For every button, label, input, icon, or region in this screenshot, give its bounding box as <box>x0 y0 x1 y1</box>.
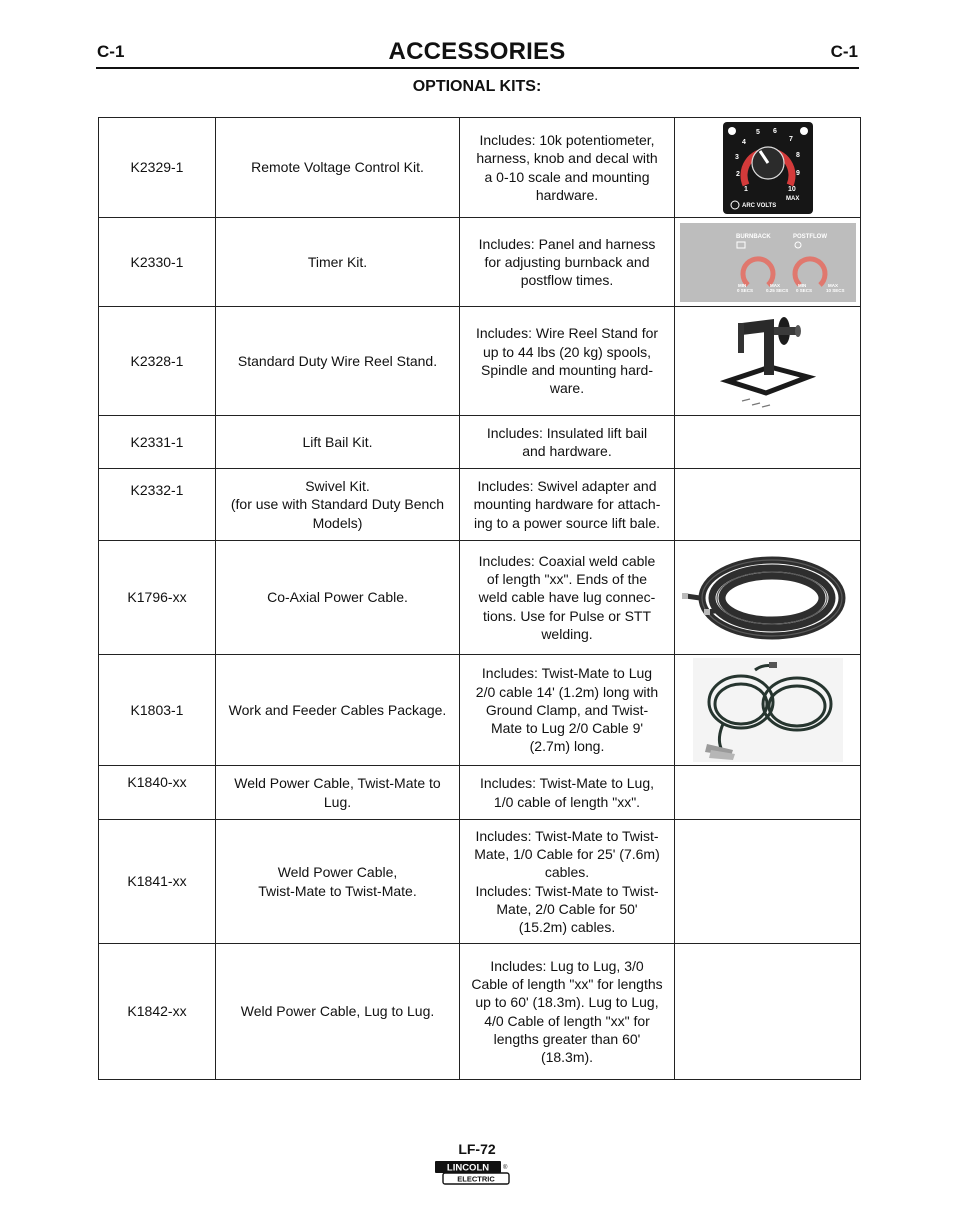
model-number: LF-72 <box>458 1141 496 1157</box>
kit-description: Includes: Twist-Mate to Twist- Mate, 1/0 Cable for 25' (7.6m) cables. Includes: Twist-Mate to Twist- Mate, 2/0 Cable for 50' (15.2m) cables. <box>460 820 675 944</box>
kit-description: Includes: 10k potentiometer, harness, knob and decal with a 0-10 scale and mounting hardware. <box>460 118 675 218</box>
kit-image-cell <box>675 218 861 307</box>
logo-registered-mark: ® <box>503 1165 508 1171</box>
table-row <box>99 944 861 1080</box>
section-subtitle: OPTIONAL KITS: <box>412 78 542 95</box>
kit-description: Includes: Lug to Lug, 3/0 Cable of length "xx" for lengths up to 60' (18.3m). Lug to Lug, 4/0 Cable of length "xx" for lengths greater than 60' (18.3m). <box>460 944 675 1080</box>
kit-description: Includes: Coaxial weld cable of length "xx". Ends of the weld cable have lug connec- tions. Use for Pulse or STT welding. <box>460 541 675 655</box>
kit-name: Work and Feeder Cables Package. <box>216 655 460 766</box>
burnback-min-value: 0 SECS <box>736 287 753 293</box>
section-number-right: C-1 <box>830 42 858 61</box>
lincoln-electric-logo <box>434 1160 510 1186</box>
kit-image-cell <box>675 766 861 820</box>
logo-top-text: LINCOLN <box>446 1162 490 1174</box>
dial-number-6: 6 <box>772 127 777 135</box>
kit-description: Includes: Twist-Mate to Lug, 1/0 cable of length "xx". <box>460 766 675 820</box>
kit-description: Includes: Wire Reel Stand for up to 44 lbs (20 kg) spools, Spindle and mounting hard- ware. <box>460 307 675 416</box>
table-row <box>99 469 861 541</box>
coiled-coaxial-cable-image <box>680 548 856 648</box>
dial-number-9: 9 <box>795 169 800 177</box>
table-row <box>99 118 861 218</box>
burnback-min-label: MIN <box>737 282 746 288</box>
kit-image-cell <box>675 416 861 469</box>
table-row <box>99 766 861 820</box>
postflow-min-label: MIN <box>797 282 806 288</box>
kit-name: Timer Kit. <box>216 218 460 307</box>
table-row <box>99 541 861 655</box>
part-number: K2328-1 <box>99 307 216 416</box>
header-rule <box>96 67 859 69</box>
postflow-label: POSTFLOW <box>792 233 827 240</box>
dial-number-5: 5 <box>755 128 760 136</box>
page-title: ACCESSORIES <box>388 38 566 65</box>
dial-number-10: 10 <box>787 185 796 193</box>
kit-name: Remote Voltage Control Kit. <box>216 118 460 218</box>
postflow-max-label: MAX <box>827 282 838 288</box>
part-number: K1803-1 <box>99 655 216 766</box>
dial-number-2: 2 <box>735 170 740 178</box>
dial-brand-label: ARC VOLTS <box>741 202 776 209</box>
dial-number-1: 1 <box>743 185 748 193</box>
table-row <box>99 416 861 469</box>
part-number: K2331-1 <box>99 416 216 469</box>
dial-max-label: MAX <box>785 195 799 202</box>
optional-kits-table <box>98 117 861 1080</box>
kit-image-cell <box>675 541 861 655</box>
kit-name: Co-Axial Power Cable. <box>216 541 460 655</box>
dial-number-7: 7 <box>788 135 793 143</box>
cable-package-with-clamp-image <box>693 658 843 762</box>
wire-reel-stand-image <box>708 309 828 413</box>
kit-image-cell <box>675 820 861 944</box>
dial-number-4: 4 <box>741 138 746 146</box>
kit-description: Includes: Swivel adapter and mounting hardware for attach- ing to a power source lift bale. <box>460 469 675 541</box>
dial-number-8: 8 <box>795 151 800 159</box>
logo-bottom-text: ELECTRIC <box>457 1174 495 1184</box>
part-number: K1841-xx <box>99 820 216 944</box>
burnback-max-value: 0.25 SECS <box>765 287 788 293</box>
part-number: K1796-xx <box>99 541 216 655</box>
kit-image-cell <box>675 118 861 218</box>
part-number: K2329-1 <box>99 118 216 218</box>
table-row <box>99 307 861 416</box>
kit-name: Lift Bail Kit. <box>216 416 460 469</box>
kit-image-cell <box>675 655 861 766</box>
kit-name: Weld Power Cable, Twist-Mate to Lug. <box>216 766 460 820</box>
part-number: K2330-1 <box>99 218 216 307</box>
kit-description: Includes: Insulated lift bail and hardware. <box>460 416 675 469</box>
kit-name: Weld Power Cable, Twist-Mate to Twist-Mate. <box>216 820 460 944</box>
kit-name: Weld Power Cable, Lug to Lug. <box>216 944 460 1080</box>
timer-panel-image <box>680 223 856 302</box>
kit-image-cell <box>675 944 861 1080</box>
kit-name: Swivel Kit. (for use with Standard Duty Bench Models) <box>216 469 460 541</box>
table-row <box>99 820 861 944</box>
kit-description: Includes: Twist-Mate to Lug 2/0 cable 14' (1.2m) long with Ground Clamp, and Twist- Mate to Lug 2/0 Cable 9' (2.7m) long. <box>460 655 675 766</box>
table-row <box>99 218 861 307</box>
kit-description: Includes: Panel and harness for adjusting burnback and postflow times. <box>460 218 675 307</box>
burnback-label: BURNBACK <box>735 233 771 240</box>
kit-image-cell <box>675 469 861 541</box>
kit-name: Standard Duty Wire Reel Stand. <box>216 307 460 416</box>
remote-voltage-control-dial-image <box>722 121 814 215</box>
postflow-min-value: 0 SECS <box>795 287 812 293</box>
part-number: K1840-xx <box>99 766 216 820</box>
postflow-max-value: 10 SECS <box>825 287 845 293</box>
kit-image-cell <box>675 307 861 416</box>
burnback-max-label: MAX <box>769 282 780 288</box>
dial-number-3: 3 <box>734 153 739 161</box>
part-number: K1842-xx <box>99 944 216 1080</box>
part-number: K2332-1 <box>99 469 216 541</box>
section-number-left: C-1 <box>97 42 125 61</box>
table-row <box>99 655 861 766</box>
